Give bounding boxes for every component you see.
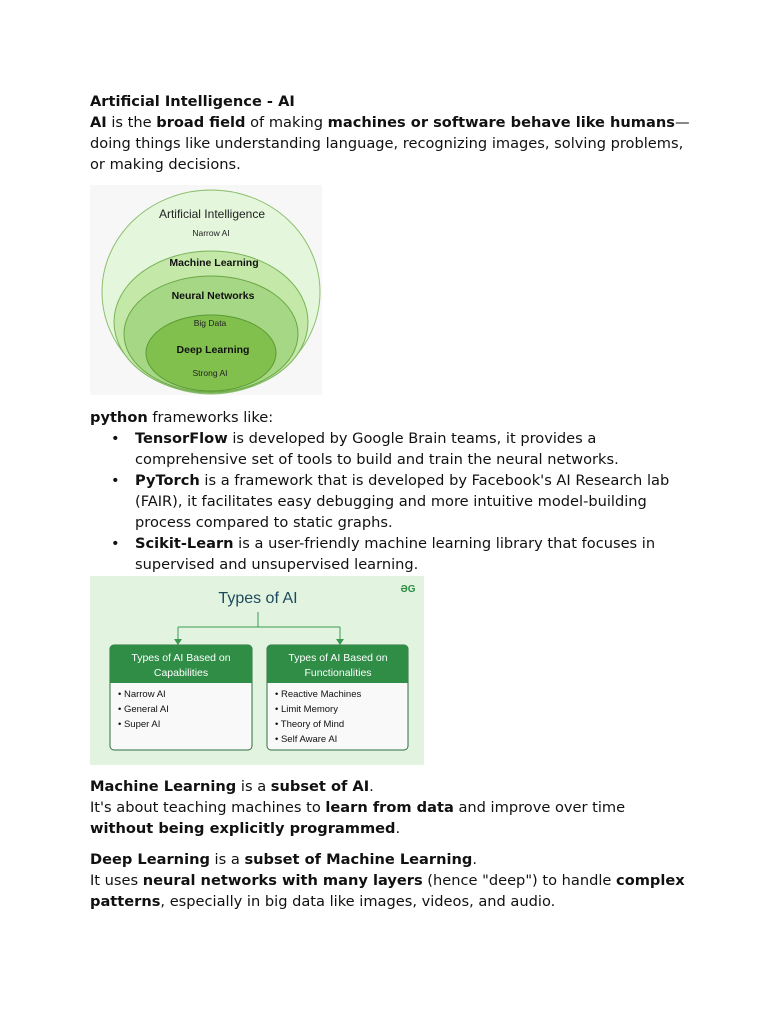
frameworks-heading-bold: python bbox=[90, 409, 148, 426]
dl-text: . bbox=[472, 851, 477, 868]
framework-name: TensorFlow bbox=[135, 430, 228, 447]
frameworks-heading bbox=[90, 407, 273, 428]
venn-narrow-ai-label: Narrow AI bbox=[192, 228, 230, 238]
intro-emphasis: machines or software behave like humans bbox=[327, 114, 675, 131]
capabilities-item: • Narrow AI bbox=[118, 689, 166, 700]
types-figure-svg bbox=[90, 576, 424, 765]
ml-text: . bbox=[369, 778, 374, 795]
functionalities-item: • Theory of Mind bbox=[275, 719, 345, 730]
functionalities-item: • Self Aware AI bbox=[275, 734, 338, 745]
ml-text: is a bbox=[236, 778, 271, 795]
bullet-icon: • bbox=[111, 430, 120, 447]
dl-term: Deep Learning bbox=[90, 851, 210, 868]
ml-text: . bbox=[395, 820, 401, 837]
dl-emphasis: neural networks with many layers bbox=[142, 872, 423, 889]
framework-description: is developed by Google Brain teams, it provides a comprehensive set of tools to build and train the neural networks. bbox=[135, 430, 619, 468]
types-of-ai-figure bbox=[90, 576, 424, 765]
dl-text: (hence "deep") to handle bbox=[422, 872, 617, 889]
dl-text: is a bbox=[209, 851, 245, 868]
intro-text: is the bbox=[106, 114, 157, 131]
venn-big-data-label: Big Data bbox=[193, 318, 227, 328]
functionalities-item: • Limit Memory bbox=[275, 704, 338, 715]
venn-svg bbox=[90, 185, 322, 395]
ml-emphasis: learn from data bbox=[325, 799, 454, 816]
intro-text: of making bbox=[245, 114, 328, 131]
dl-line bbox=[90, 849, 690, 870]
frameworks-list bbox=[90, 428, 690, 575]
capabilities-header-line2: Capabilities bbox=[153, 667, 209, 679]
ml-line bbox=[90, 776, 690, 797]
capabilities-header-line1: Types of AI Based on bbox=[131, 652, 231, 664]
deep-learning-paragraph bbox=[90, 849, 690, 912]
dl-line bbox=[90, 870, 690, 912]
functionalities-header-line2: Functionalities bbox=[304, 667, 372, 679]
dl-text: It uses bbox=[90, 872, 143, 889]
venn-ai-label: Artificial Intelligence bbox=[158, 207, 266, 221]
ml-text: It's about teaching machines to bbox=[90, 799, 326, 816]
page-title bbox=[90, 91, 295, 112]
list-item bbox=[90, 470, 690, 533]
venn-nn-label: Neural Networks bbox=[171, 290, 255, 302]
framework-description: is a user-friendly machine learning library that focuses in supervised and unsupervised learning. bbox=[135, 535, 656, 573]
ml-line bbox=[90, 797, 690, 839]
dl-text: , especially in big data like images, videos, and audio. bbox=[160, 893, 556, 910]
intro-text: —doing things like understanding language, recognizing images, solving problems, or making decisions. bbox=[90, 114, 690, 173]
functionalities-header-line1: Types of AI Based on bbox=[288, 652, 388, 664]
dl-emphasis: complex patterns bbox=[90, 872, 685, 910]
framework-description: is a framework that is developed by Facebook's AI Research lab (FAIR), it facilitates easy debugging and more intuitive model-building process compared to static graphs. bbox=[135, 472, 670, 531]
framework-name: PyTorch bbox=[135, 472, 200, 489]
types-figure-title: Types of AI bbox=[218, 590, 298, 607]
intro-term: AI bbox=[90, 114, 107, 131]
venn-dl-label: Deep Learning bbox=[176, 344, 250, 356]
ai-venn-diagram bbox=[90, 185, 322, 395]
dl-emphasis: subset of Machine Learning bbox=[244, 851, 473, 868]
functionalities-item: • Reactive Machines bbox=[275, 689, 362, 700]
ml-emphasis: subset of AI bbox=[270, 778, 370, 795]
intro-emphasis: broad field bbox=[156, 114, 246, 131]
machine-learning-paragraph bbox=[90, 776, 690, 839]
title-text: Artificial Intelligence - AI bbox=[90, 93, 295, 110]
venn-ml-label: Machine Learning bbox=[169, 257, 259, 269]
bullet-icon: • bbox=[111, 472, 120, 489]
venn-strong-ai-label: Strong AI bbox=[192, 368, 228, 378]
gfg-logo-icon: ƏG bbox=[400, 584, 416, 595]
intro-paragraph bbox=[90, 112, 690, 175]
list-item bbox=[90, 428, 690, 470]
list-item bbox=[90, 533, 690, 575]
ml-emphasis: without being explicitly programmed bbox=[90, 820, 396, 837]
ml-term: Machine Learning bbox=[90, 778, 237, 795]
framework-name: Scikit-Learn bbox=[135, 535, 234, 552]
bullet-icon: • bbox=[111, 535, 120, 552]
capabilities-item: • Super AI bbox=[118, 719, 161, 730]
frameworks-heading-text: frameworks like: bbox=[147, 409, 274, 426]
ml-text: and improve over time bbox=[453, 799, 626, 816]
capabilities-item: • General AI bbox=[118, 704, 169, 715]
